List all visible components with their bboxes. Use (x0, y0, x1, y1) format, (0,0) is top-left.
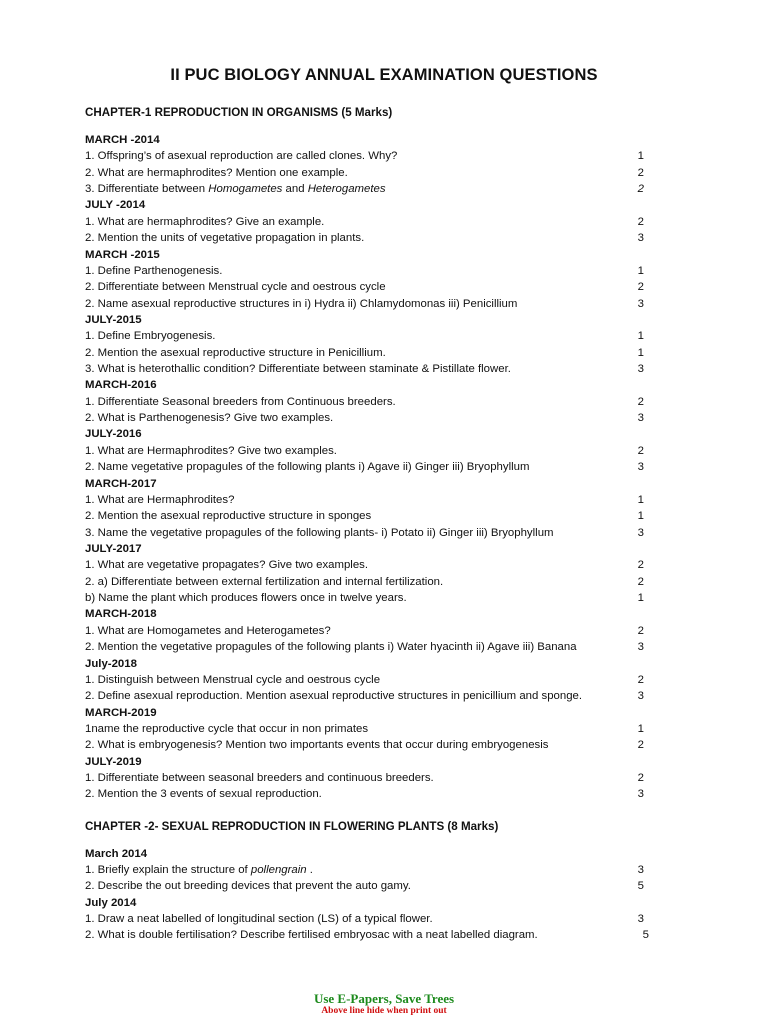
question-marks: 3 (637, 363, 644, 376)
question-marks: 1 (637, 150, 644, 163)
exam-section-march-2019 (0, 705, 768, 754)
question-text: 2. What is Parthenogenesis? Give two examples. (85, 412, 334, 425)
exam-section-july-2014-ch2 (0, 895, 768, 944)
question-row (0, 410, 768, 426)
question-marks: 2 (637, 215, 644, 228)
exam-section-march-2018 (0, 606, 768, 655)
question-text: 2. Name vegetative propagules of the following plants i) Agave ii) Ginger iii) Bryophyllum (85, 461, 530, 474)
chapter-title: CHAPTER-1 REPRODUCTION IN ORGANISMS (5 Marks) (85, 106, 393, 119)
question-text: 2. Mention the asexual reproductive structure in Penicillium. (85, 346, 386, 359)
question-marks: 3 (637, 412, 644, 425)
chapter-title: CHAPTER -2- SEXUAL REPRODUCTION IN FLOWERING PLANTS (8 Marks) (85, 820, 499, 833)
question-text: 2. Mention the asexual reproductive structure in sponges (85, 510, 372, 523)
exam-section-march-2014-ch2 (0, 846, 768, 895)
question-marks: 3 (637, 863, 644, 876)
question-text: 2. What is embryogenesis? Mention two importants events that occur during embryogenesis (85, 739, 549, 752)
question-row (0, 557, 768, 573)
question-text: 2. Define asexual reproduction. Mention asexual reproductive structures in penicillium and sponge. (85, 690, 583, 703)
question-row (0, 672, 768, 688)
question-marks: 1 (637, 346, 644, 359)
exam-section-july-2014 (0, 197, 768, 246)
question-row (0, 263, 768, 279)
question-text: 1. Define Parthenogenesis. (85, 264, 223, 277)
exam-section-march-2015 (0, 247, 768, 312)
question-marks: 1 (637, 722, 644, 735)
exam-session-heading: JULY -2014 (85, 199, 146, 212)
question-marks: 2 (637, 739, 644, 752)
question-text: 1name the reproductive cycle that occur in non primates (85, 722, 369, 735)
question-text: 1. Define Embryogenesis. (85, 330, 216, 343)
question-marks: 1 (637, 264, 644, 277)
question-text: 1. What are vegetative propagates? Give two examples. (85, 559, 369, 572)
question-text: 1. What are hermaphrodites? Give an example. (85, 215, 325, 228)
question-marks: 2 (637, 281, 644, 294)
question-marks: 2 (637, 624, 644, 637)
question-text: 2. a) Differentiate between external fertilization and internal fertilization. (85, 575, 444, 588)
question-text: 1. Draw a neat labelled of longitudinal section (LS) of a typical flower. (85, 912, 433, 925)
question-marks: 3 (637, 641, 644, 654)
question-marks: 5 (637, 880, 644, 893)
exam-session-heading: MARCH-2017 (85, 477, 157, 490)
question-marks: 3 (637, 232, 644, 245)
exam-session-heading: MARCH -2014 (85, 134, 160, 146)
question-marks: 5 (642, 929, 649, 942)
question-text: b) Name the plant which produces flowers once in twelve years. (85, 592, 407, 605)
question-row (0, 590, 768, 606)
exam-session-heading: JULY-2015 (85, 314, 142, 326)
question-row (0, 492, 768, 508)
question-marks: 1 (637, 592, 644, 605)
question-row (0, 328, 768, 344)
question-row (0, 296, 768, 312)
question-row (0, 148, 768, 164)
question-text: 2. Name asexual reproductive structures in i) Hydra ii) Chlamydomonas iii) Penicillium (85, 297, 518, 310)
question-row (0, 165, 768, 181)
question-marks: 2 (637, 673, 644, 686)
question-row (0, 443, 768, 459)
question-row (0, 878, 768, 894)
exam-section-march-2017 (0, 476, 768, 541)
exam-section-july-2017 (0, 541, 768, 606)
question-row (0, 345, 768, 361)
exam-section-july-2019 (0, 754, 768, 803)
footer-slogan: Use E-Papers, Save Trees (313, 991, 455, 1006)
question-row (0, 459, 768, 475)
exam-session-heading: JULY-2017 (85, 543, 142, 555)
exam-session-heading: MARCH-2018 (85, 608, 157, 621)
question-row (0, 721, 768, 737)
question-row (0, 508, 768, 524)
question-marks: 2 (637, 395, 644, 408)
exam-section-march-2016 (0, 377, 768, 426)
question-text: 2. Mention the units of vegetative propagation in plants. (85, 232, 365, 245)
question-text: 1. What are Homogametes and Heterogametes? (85, 624, 331, 637)
question-row (0, 214, 768, 230)
question-text: 3. Name the vegetative propagules of the following plants- i) Potato ii) Ginger iii) Bryophyllum (85, 526, 554, 539)
question-row (0, 927, 768, 943)
exam-section-july-2016 (0, 426, 768, 475)
question-text: 1. What are Hermaphrodites? (85, 493, 235, 506)
footer-note: Above line hide when print out (321, 1006, 447, 1016)
question-marks: 2 (637, 771, 644, 784)
question-row (0, 688, 768, 704)
question-marks: 2 (637, 444, 644, 457)
question-marks: 3 (637, 297, 644, 310)
exam-session-heading: MARCH-2019 (85, 706, 157, 719)
question-marks: 2 (637, 166, 644, 179)
question-marks: 1 (637, 493, 644, 506)
question-row (0, 862, 768, 878)
question-marks: 2 (637, 559, 644, 572)
question-text: 2. Mention the 3 events of sexual reproduction. (85, 788, 322, 801)
question-row (0, 623, 768, 639)
exam-section-march-2014 (0, 132, 768, 197)
question-text: 2. What are hermaphrodites? Mention one example. (85, 166, 348, 179)
question-text: 1. Offspring’s of asexual reproduction are called clones. Why? (85, 150, 398, 163)
question-row (0, 230, 768, 246)
question-text: 1. Differentiate between seasonal breeders and continuous breeders. (85, 771, 434, 784)
question-marks: 2 (637, 575, 644, 588)
question-marks: 3 (637, 461, 644, 474)
question-row (0, 770, 768, 786)
exam-section-july-2015 (0, 312, 768, 377)
exam-session-heading: March 2014 (85, 847, 148, 860)
question-marks: 3 (637, 690, 644, 703)
question-row (0, 786, 768, 802)
question-marks: 2 (637, 183, 644, 196)
question-row (0, 361, 768, 377)
footer-banner (0, 991, 768, 1017)
question-marks: 1 (637, 510, 644, 523)
question-text: 1. Distinguish between Menstrual cycle and oestrous cycle (85, 673, 381, 686)
question-marks: 3 (637, 788, 644, 801)
question-text: 3. Differentiate between Homogametes and Heterogametes (85, 183, 386, 196)
question-row (0, 574, 768, 590)
question-row (0, 639, 768, 655)
question-marks: 3 (637, 912, 644, 925)
exam-session-heading: JULY-2016 (85, 428, 142, 441)
question-row (0, 279, 768, 295)
exam-session-heading: MARCH -2015 (85, 248, 160, 261)
question-text: 2. Describe the out breeding devices that prevent the auto gamy. (85, 880, 411, 893)
question-marks: 1 (637, 330, 644, 343)
question-row (0, 525, 768, 541)
question-text: 2. Mention the vegetative propagules of the following plants i) Water hyacinth ii) Agave iii) Banana (85, 641, 577, 654)
question-text: 1. Differentiate Seasonal breeders from Continuous breeders. (85, 395, 396, 408)
exam-session-heading: July-2018 (85, 657, 137, 670)
question-row (0, 394, 768, 410)
document-title: II PUC BIOLOGY ANNUAL EXAMINATION QUESTIONS (170, 66, 598, 84)
question-text: 3. What is heterothallic condition? Differentiate between staminate & Pistillate flower. (85, 363, 511, 376)
exam-session-heading: MARCH-2016 (85, 379, 157, 392)
question-row (0, 911, 768, 927)
question-row (0, 737, 768, 753)
question-row (0, 181, 768, 197)
question-text: 2. Differentiate between Menstrual cycle and oestrous cycle (85, 281, 386, 294)
exam-session-heading: July 2014 (85, 896, 137, 909)
question-text: 2. What is double fertilisation? Describe fertilised embryosac with a neat labelled diagram. (85, 929, 538, 942)
question-text: 1. What are Hermaphrodites? Give two examples. (85, 444, 337, 457)
question-text: 1. Briefly explain the structure of pollengrain . (85, 863, 313, 876)
exam-section-july-2018 (0, 656, 768, 705)
exam-session-heading: JULY-2019 (85, 755, 142, 768)
question-marks: 3 (637, 526, 644, 539)
